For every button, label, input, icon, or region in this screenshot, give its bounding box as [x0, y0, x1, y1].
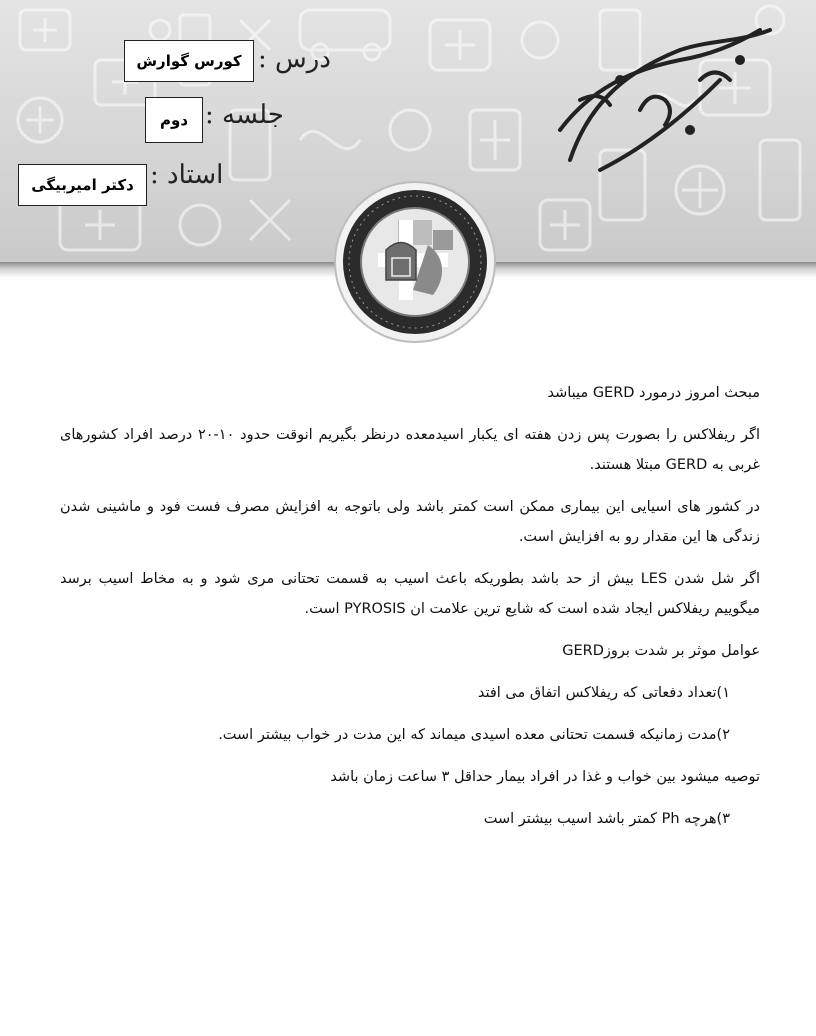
paragraph-recommendation: توصیه میشود بین خواب و غذا در افراد بیمار حداقل ۳ ساعت زمان باشد [330, 769, 760, 785]
paragraph-severity-factors: عوامل موثر بر شدت بروزGERD [562, 643, 760, 659]
paragraph-reflux-prevalence: اگر ریفلاکس را بصورت پس زدن هفته ای یکبار اسیدمعده درنظر بگیریم انوقت حدود ۱۰-۲۰ درصد افراد کشورهای غربی به GERD مبتلا هستند. [60, 427, 760, 473]
teacher-label: استاد : [150, 160, 224, 190]
course-value-box: کورس گوارش [124, 40, 254, 82]
term-gerd: GERD [562, 643, 604, 659]
term-les: LES [640, 571, 668, 587]
list-item-2: ۲)مدت زمانیکه قسمت تحتانی معده اسیدی میماند که این مدت در خواب بیشتر است. [218, 727, 730, 743]
teacher-value-box: دکتر امیربیگی [18, 164, 147, 206]
calligraphy-logo [540, 20, 790, 190]
list-item-3: ۳)هرچه Ph کمتر باشد اسیب بیشتر است [483, 811, 730, 827]
term-gerd: GERD [665, 457, 708, 473]
term-gerd: GERD [592, 385, 635, 401]
paragraph-topic: مبحث امروز درمورد GERD میباشد [547, 385, 760, 401]
term-ph: Ph [661, 811, 680, 827]
session-value-box: دوم [145, 97, 203, 143]
term-pyrosis: PYROSIS [344, 601, 406, 617]
document-body [60, 378, 760, 846]
course-label: درس : [258, 44, 331, 74]
paragraph-les-relaxation: اگر شل شدن LES بیش از حد باشد بطوریکه باعث اسیب به قسمت تحتانی مری شود و به مخاط اسیب برسد میگوییم ریفلاکس ایجاد شده است که شایع ترین علامت ان PYROSIS است. [60, 571, 760, 617]
paragraph-asian-countries: در کشور های اسیایی این بیماری ممکن است کمتر باشد ولی باتوجه به افزایش مصرف فست فود و ماشینی شدن زندگی ها این مقدار رو به افزایش است. [60, 499, 760, 545]
session-label: جلسه : [205, 100, 284, 130]
university-seal [328, 180, 503, 345]
list-item-1: ۱)تعداد دفعاتی که ریفلاکس اتفاق می افتد [477, 685, 730, 701]
